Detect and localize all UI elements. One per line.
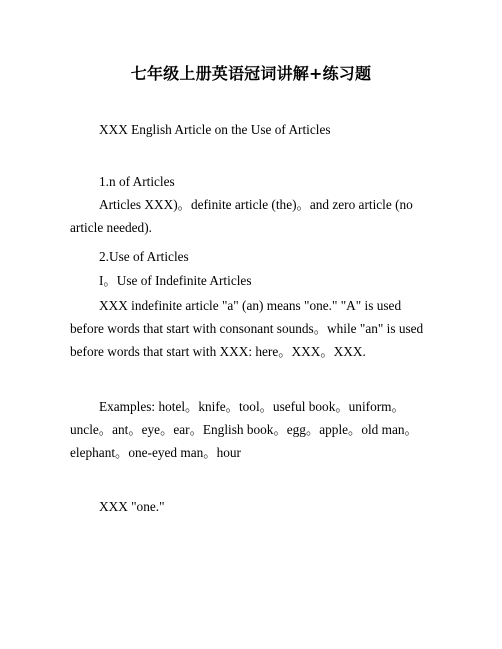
subsection-heading-indefinite: I。Use of Indefinite Articles	[99, 273, 252, 288]
paragraph-indefinite-article: XXX indefinite article "a" (an) means "one." "A" is used before words that start with consonant sounds。while "an" is used before words that start with XXX: here。XXX。XXX.	[70, 298, 424, 359]
paragraph-examples: Examples: hotel。knife。tool。useful book。uniform。uncle。ant。eye。ear。English book。egg。apple。old man。elephant。one-eyed man。hour	[70, 399, 418, 460]
section-heading-2: 2.Use of Articles	[99, 249, 189, 264]
paragraph-articles: Articles XXX)。definite article (the)。and zero article (no article needed).	[70, 197, 413, 235]
paragraph-one: XXX "one."	[99, 499, 165, 514]
intro-line: XXX English Article on the Use of Articles	[99, 122, 331, 137]
section-heading-1: 1.n of Articles	[99, 174, 175, 189]
document-title: 七年级上册英语冠词讲解+练习题	[130, 64, 372, 83]
